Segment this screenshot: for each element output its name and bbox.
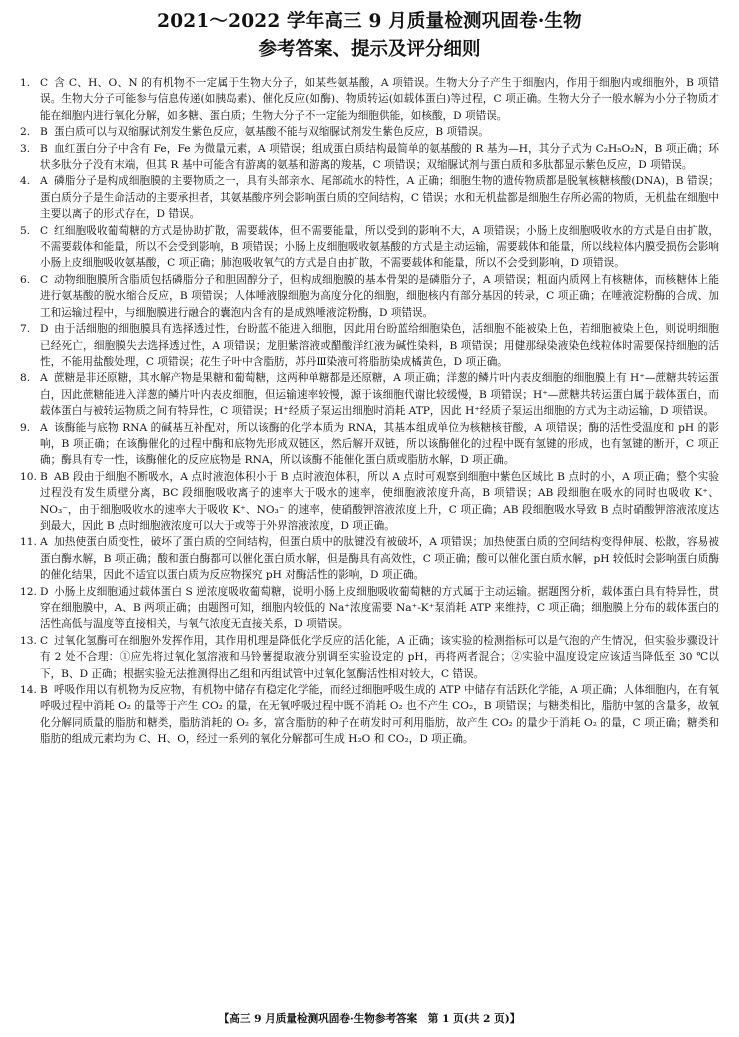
answer-explanation: 由于活细胞的细胞膜具有选择透过性，台盼蓝不能进入细胞，因此用台盼蓝给细胞染色，活细胞不能被染上色，若细胞被染上色，则说明细胞已经死亡，细胞膜失去选择透过性，A 项错误；龙胆紫溶液或醋酸洋红液为碱性染料，B 项错误；用健那绿染液染色线粒体时需要保持细胞的活性，不能用盐酸处理，C 项错误；花生子叶中含脂肪，苏丹Ⅲ染液可将脂肪染成橘黄色，D 项正确。 [40, 323, 719, 368]
answer-number: 12. [20, 585, 37, 598]
answer-explanation: 红细胞吸收葡萄糖的方式是协助扩散，需要载体，但不需要能量，所以受到的影响不大，A 项错误；小肠上皮细胞吸收水的方式是自由扩散，不需要载体和能量，所以不会受到影响，B 项错误；小肠上皮细胞吸收氨基酸的方式是主动运输，需要载体和能量，所以线粒体内膜受损伤会影响小肠上皮细胞吸收氨基酸，C 项正确；肺泡吸收氧气的方式是自由扩散，不需要载体和能量，所以不会受到影响，D 项错误。 [40, 224, 719, 270]
answer-number: 9. [20, 421, 31, 434]
answer-choice: C [40, 273, 49, 286]
answer-explanation: 含 C、H、O、N 的有机物不一定属于生物大分子，如某些氨基酸，A 项错误。生物大分子产生于细胞内，作用于细胞内或细胞外，B 项错误。生物大分子可能参与信息传递(如胰岛素)、催化反应(如酶)、物质转运(如载体蛋白)等过程，C 项正确。生物大分子一般水解为小分子物质才能在细胞内进行氧化分解，如多糖、蛋白质；生物大分子不一定能为细胞供能，如核酸，D 项错误。 [40, 77, 719, 122]
answer-number: 10. [20, 470, 37, 483]
answer-item-14 [20, 682, 719, 748]
answer-item-6 [20, 272, 719, 321]
answer-choice: B [40, 126, 48, 139]
answer-item-4 [20, 173, 719, 222]
answer-choice: C [40, 634, 49, 647]
answer-choice: A [40, 372, 48, 385]
answer-item-3 [20, 141, 719, 174]
answer-number: 6. [20, 273, 31, 286]
answer-item-7 [20, 321, 719, 370]
answer-explanation: 蛋白质可以与双缩脲试剂发生紫色反应，氨基酸不能与双缩脲试剂发生紫色反应，B 项错误。 [54, 126, 489, 139]
page-subtitle: 参考答案、提示及评分细则 [258, 39, 481, 60]
answer-item-1 [20, 75, 719, 124]
answer-number: 14. [20, 684, 37, 697]
answer-number: 13. [20, 634, 37, 647]
answer-choice: B [40, 684, 48, 697]
answer-explanation: 动物细胞膜所含脂质包括磷脂分子和胆固醇分子，但构成细胞膜的基本骨架的是磷脂分子，A 项错误；粗面内质网上有核糖体，而核糖体上能进行氨基酸的脱水缩合反应，B 项错误；人体唾液腺细胞为高度分化的细胞，细胞核内有部分基因的转录，C 项正确；在唾液淀粉酶的合成、加工和运输过程中，与细胞膜进行融合的囊泡内含有的是成熟唾液淀粉酶，D 项错误。 [40, 273, 719, 319]
answer-number: 11. [20, 536, 37, 549]
answer-item-9 [20, 420, 719, 469]
answer-explanation: 该酶能与底物 RNA 的碱基互补配对，所以该酶的化学本质为 RNA，其基本组成单位为核糖核苷酸，A 项错误；酶的活性受温度和 pH 的影响，B 项正确；在该酶催化的过程中酶和底物先形成双链区，然后解开双链，所以该酶催化的过程中既有氢键的形成，也有氢键的断开，C 项正确；酶具有专一性，该酶催化的反应底物是 RNA，所以该酶不能催化蛋白质或脂肪水解，D 项正确。 [40, 421, 719, 467]
answer-explanation: 过氧化氢酶可在细胞外发挥作用，其作用机理是降低化学反应的活化能，A 正确；该实验的检测指标可以是气泡的产生情况，但实验步骤设计有 2 处不合理：①应先将过氧化氢溶液和马铃薯提取液分别调至实验设定的 pH，再将两者混合；②实验中温度设定应该适当降低至 30 ℃以下，B、D 正确；根据实验无法推测得出乙组和丙组试管中过氧化氢酶活性相对较大，C 错误。 [40, 634, 719, 680]
answer-choice: A [40, 421, 48, 434]
answer-choice: A [40, 536, 48, 549]
answer-item-10 [20, 469, 719, 535]
answer-number: 7. [20, 323, 31, 336]
answer-item-8 [20, 370, 719, 419]
answer-item-12 [20, 584, 719, 633]
answer-choice: A [40, 175, 48, 188]
answer-number: 3. [20, 142, 31, 155]
answer-list [20, 75, 719, 748]
answer-choice: C [40, 224, 49, 237]
answer-explanation: 血红蛋白分子中含有 Fe，Fe 为微量元素，A 项错误；组成蛋白质结构最简单的氨基酸的 R 基为—H，其分子式为 C₂H₅O₂N，B 项正确；环状多肽分子没有末端，但其 R 基中可能含有游离的氨基和游离的羧基，C 项错误；双缩脲试剂与蛋白质和多肽都显示紫色反应，D 项错误。 [40, 142, 719, 172]
answer-item-2 [20, 124, 719, 140]
page-footer: 【高三 9 月质量检测巩固卷·生物参考答案 第 1 页(共 2 页)】 [218, 1013, 521, 1025]
answer-choice: D [40, 585, 49, 598]
answer-number: 5. [20, 224, 31, 237]
answer-item-11 [20, 534, 719, 583]
answer-explanation: 蔗糖是非还原糖，其水解产物是果糖和葡萄糖，这两种单糖都是还原糖，A 项正确；洋葱的鳞片叶内表皮细胞的细胞膜上有 H⁺—蔗糖共转运蛋白，因此蔗糖能进入洋葱的鳞片叶内表皮细胞，但运输速率较慢，源于该细胞代谢比较缓慢，B 项错误；H⁺—蔗糖共转运蛋白属于载体蛋白，而载体蛋白与被转运物质之间有特异性，C 项错误；H⁺经质子泵运出细胞时消耗 ATP，因此 H⁺经质子泵运出细胞的方式为主动运输，D 项错误。 [40, 372, 719, 418]
answer-number: 1. [20, 77, 31, 89]
answer-item-13 [20, 633, 719, 682]
answer-number: 2. [20, 126, 31, 139]
answer-choice: D [40, 323, 49, 336]
answer-explanation: 加热使蛋白质变性，破坏了蛋白质的空间结构，但蛋白质中的肽键没有被破坏，A 项错误；加热使蛋白质的空间结构变得伸展、松散，容易被蛋白酶水解，B 项正确；酸和蛋白酶都可以催化蛋白质水解，但是酶具有高效性，C 项正确；酸可以催化蛋白质水解，pH 较低时会影响蛋白质酶的催化结果，因此不适宜以蛋白质为反应物探究 pH 对酶活性的影响，D 项正确。 [40, 536, 719, 582]
page-title: 2021～2022 学年高三 9 月质量检测巩固卷·生物 [157, 11, 582, 32]
answer-number: 4. [20, 175, 31, 188]
answer-number: 8. [20, 372, 31, 385]
answer-explanation: 小肠上皮细胞通过载体蛋白 S 逆浓度吸收葡萄糖，说明小肠上皮细胞吸收葡萄糖的方式属于主动运输。据题图分析，载体蛋白具有特异性，贯穿在细胞膜中，A、B 两项正确；由题图可知，细胞内较低的 Na⁺浓度需要 Na⁺-K⁺泵消耗 ATP 来维持，C 项正确；细胞膜上分布的载体蛋白的活性高低与温度等直接相关，与氧气浓度无直接关系，D 项错误。 [40, 585, 719, 631]
answer-choice: C [40, 77, 49, 89]
answer-item-5 [20, 223, 719, 272]
answer-explanation: AB 段由于细胞不断吸水，A 点时液泡体积小于 B 点时液泡体积，所以 A 点时可观察到细胞中紫色区域比 B 点时的小，A 项正确；整个实验过程没有发生质壁分离，BC 段细胞吸收离子的速率大于吸水的速率，使细胞液浓度升高，B 项错误；AB 段细胞在吸水的同时也吸收 K⁺、NO₃⁻，由于细胞吸收水的速率大于吸收 K⁺、NO₃⁻ 的速率，使硝酸钾溶液浓度上升，C 项正确；AB 段细胞吸水导致 B 点时硝酸钾溶液浓度达到最大，因此 B 点时细胞液浓度可以大于或等于外界溶液浓度，D 项正确。 [40, 470, 719, 532]
answer-choice: B [40, 142, 48, 155]
answer-explanation: 呼吸作用以有机物为反应物，有机物中储存有稳定化学能，而经过细胞呼吸生成的 ATP 中储存有活跃化学能，A 项正确；人体细胞内，在有氧呼吸过程中消耗 O₂ 的量等于产生 CO₂ 的量，在无氧呼吸过程中既不消耗 O₂ 也不产生 CO₂，B 项错误；与糖类相比，脂肪中氢的含量多，故氧化分解同质量的脂肪和糖类，脂肪消耗的 O₂ 多，富含脂肪的种子在萌发时可利用脂肪，故产生 CO₂ 的量少于消耗 O₂ 的量，C 项正确；糖类和脂肪的组成元素均为 C、H、O，经过一系列的氧化分解都可生成 H₂O 和 CO₂，D 项正确。 [40, 684, 719, 746]
answer-choice: B [40, 470, 48, 483]
answer-explanation: 磷脂分子是构成细胞膜的主要物质之一，具有头部亲水、尾部疏水的特性，A 正确；细胞生物的遗传物质都是脱氧核糖核酸(DNA)，B 错误；蛋白质分子是生命活动的主要承担者，其氨基酸序列会影响蛋白质的空间结构，C 错误；水和无机盐都是细胞生存所必需的物质，无机盐在细胞中主要以离子的形式存在，D 错误。 [40, 175, 719, 221]
